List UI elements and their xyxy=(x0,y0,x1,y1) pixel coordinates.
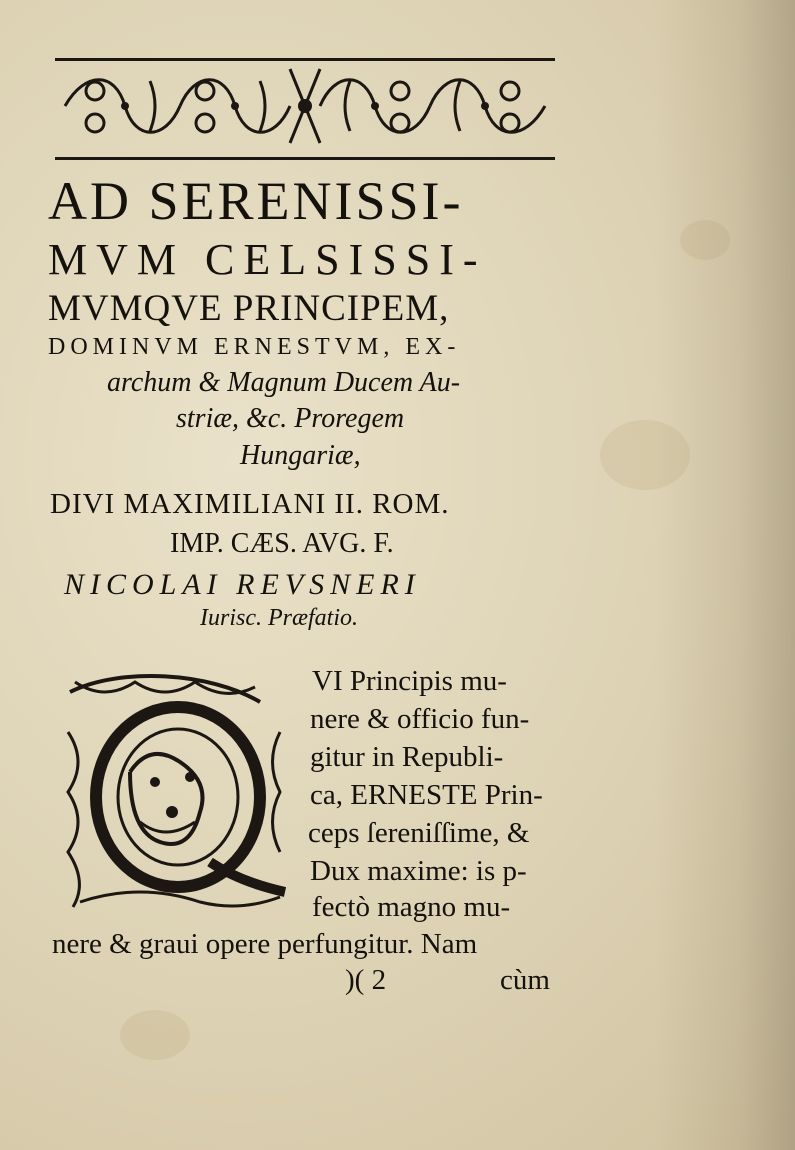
author-subtitle: Iurisc. Præfatio. xyxy=(200,605,359,631)
page-edge-shadow xyxy=(655,0,795,1150)
paper-stain xyxy=(120,1010,190,1060)
italic-line-2: striæ, &c. Proregem xyxy=(176,403,405,434)
title-line-3: MVMQVE PRINCIPEM, xyxy=(48,288,450,329)
headpiece-ornament xyxy=(55,58,555,160)
italic-line-3: Hungariæ, xyxy=(240,440,361,471)
paper-stain xyxy=(680,220,730,260)
body-line-8: nere & graui opere perfungitur. Nam xyxy=(52,928,478,960)
title-line-4: DOMINVM ERNESTVM, EX- xyxy=(48,334,461,360)
catchword: cùm xyxy=(500,964,550,996)
title-line-2: MVM CELSISSI- xyxy=(48,235,487,284)
woodcut-initial xyxy=(60,672,300,922)
drop-cap-image xyxy=(60,672,300,922)
body-line-3: gitur in Republi- xyxy=(310,741,504,773)
parent-line-2: IMP. CÆS. AVG. F. xyxy=(170,528,394,559)
body-line-6: Dux maxime: is p- xyxy=(310,855,527,887)
body-line-5: ceps ſereniſſime, & xyxy=(308,817,530,849)
body-line-4: ca, ERNESTE Prin- xyxy=(310,779,543,811)
body-line-7: fectò magno mu- xyxy=(312,891,511,923)
parent-line-1: DIVI MAXIMILIANI II. ROM. xyxy=(50,488,450,520)
author-name: NICOLAI REVSNERI xyxy=(64,568,421,601)
body-line-2: nere & officio fun- xyxy=(310,703,530,735)
signature-mark: )( 2 xyxy=(345,964,387,996)
ornament-svg xyxy=(55,61,555,151)
italic-line-1: archum & Magnum Ducem Au- xyxy=(107,367,461,398)
title-line-1: AD SERENISSI- xyxy=(48,171,464,231)
body-line-1: VI Principis mu- xyxy=(312,665,507,697)
